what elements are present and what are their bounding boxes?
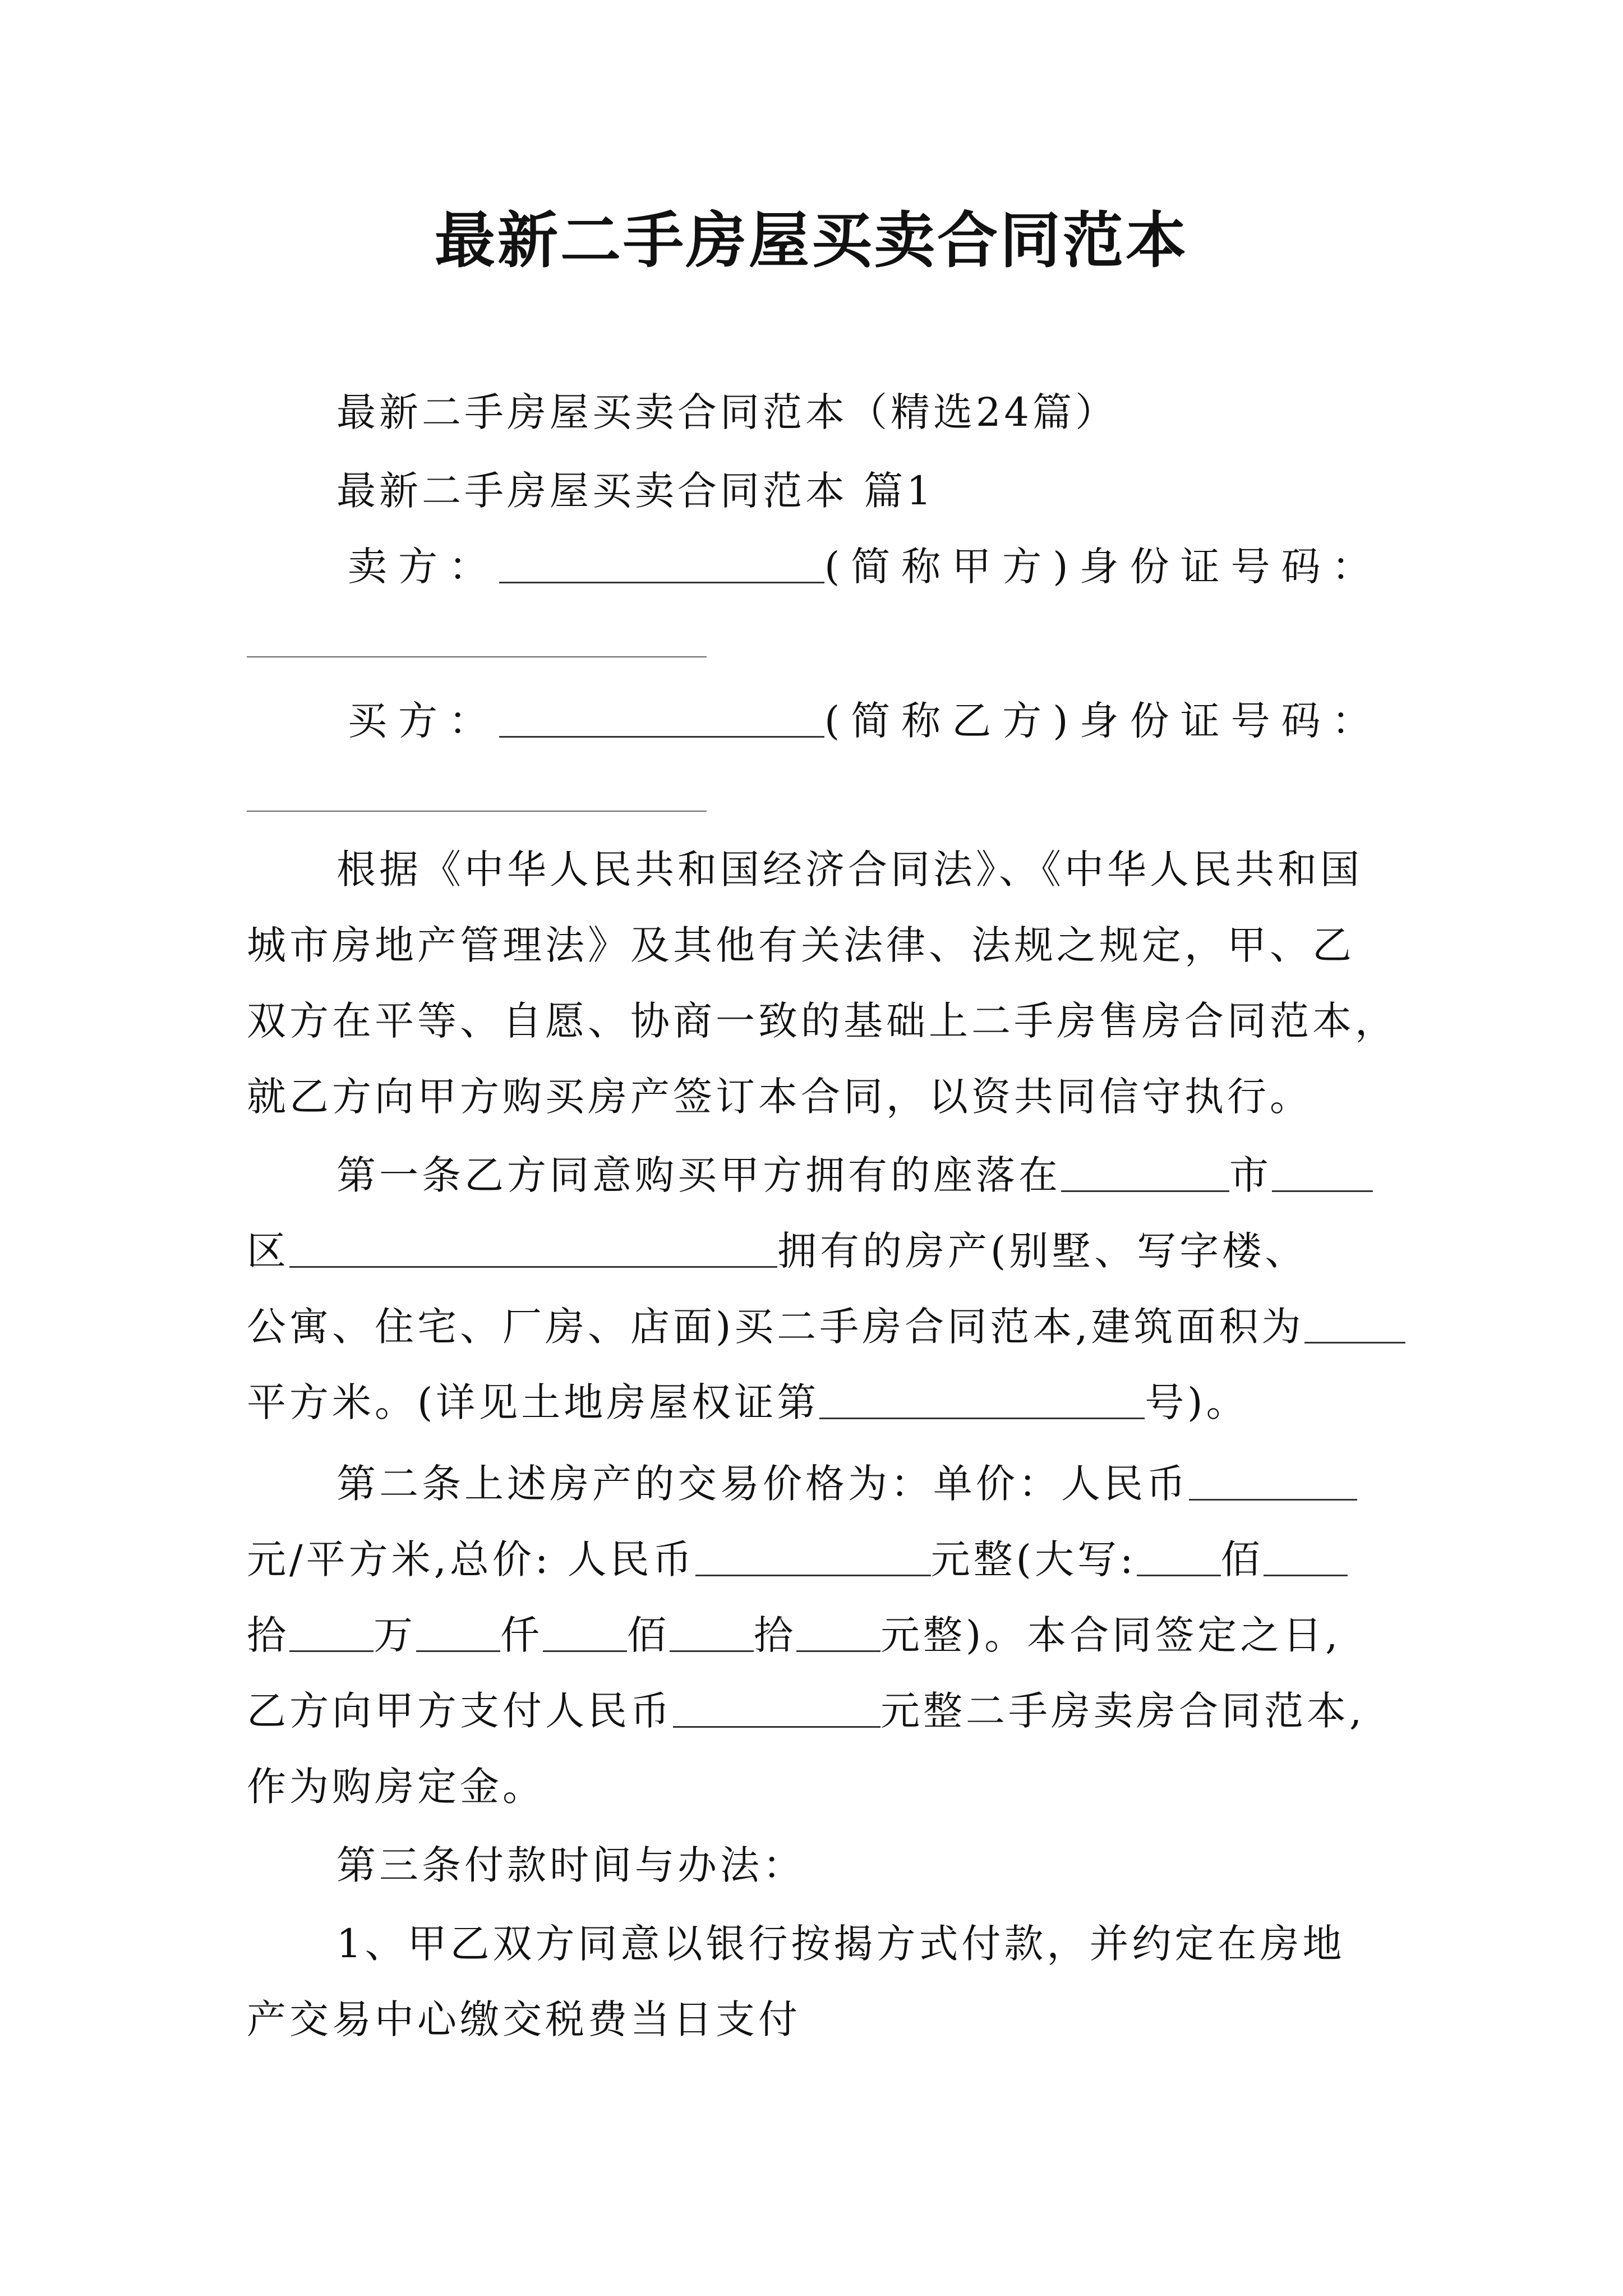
- amount-blank: [1264, 1535, 1348, 1576]
- text: 佰: [1220, 1536, 1264, 1582]
- amount-blank: [1137, 1535, 1221, 1576]
- amount-blank: [543, 1611, 627, 1652]
- address-blank: [289, 1227, 777, 1268]
- unit-price-blank: [1189, 1460, 1357, 1501]
- article3-line: 产交易中心缴交税费当日支付: [247, 1996, 801, 2042]
- text: 元整二手房卖房合同范本,: [880, 1688, 1366, 1734]
- text: 元整(大写:: [930, 1536, 1137, 1582]
- article1-line: [247, 1296, 1405, 1358]
- text: 乙方向甲方支付人民币: [247, 1688, 673, 1734]
- text: 第一条乙方同意购买甲方拥有的座落在: [336, 1152, 1061, 1198]
- certificate-no-blank: [819, 1378, 1145, 1419]
- amount-blank: [796, 1611, 880, 1652]
- article2-line: [336, 1453, 1357, 1515]
- seller-line: [348, 536, 1382, 597]
- subtitle: 最新二手房屋买卖合同范本（精选24篇）: [336, 389, 1118, 435]
- intro-line: 就乙方向甲方购买房产签订本合同，以资共同信守执行。: [247, 1074, 1312, 1120]
- intro-line: 双方在平等、自愿、协商一致的基础上二手房售房合同范本，: [247, 998, 1398, 1044]
- buyer-label: 买方：: [348, 698, 499, 744]
- amount-blank: [416, 1611, 500, 1652]
- text: 市: [1229, 1152, 1272, 1198]
- document-title: 最新二手房屋买卖合同范本: [434, 206, 1188, 276]
- text: 第二条上述房产的交易价格为：单价：人民币: [336, 1461, 1189, 1507]
- seller-label: 卖方：: [348, 544, 499, 590]
- article2-line: 作为购房定金。: [247, 1764, 545, 1810]
- buyer-line: [348, 690, 1382, 752]
- district-blank: [1272, 1151, 1373, 1192]
- seller-id-rule: [247, 656, 707, 657]
- article1-line: [336, 1144, 1373, 1206]
- article3-title: 第三条付款时间与办法：: [336, 1842, 805, 1888]
- intro-line: 根据《中华人民共和国经济合同法》、《中华人民共和国: [336, 846, 1363, 892]
- article3-line: 1、甲乙双方同意以银行按揭方式付款，并约定在房地: [336, 1921, 1345, 1967]
- text: 拥有的房产(别墅、写字楼、: [777, 1228, 1308, 1274]
- area-blank: [1304, 1303, 1405, 1343]
- intro-line: 城市房地产管理法》及其他有关法律、法规之规定，甲、乙: [247, 922, 1355, 968]
- seller-suffix: (简称甲方)身份证号码：: [824, 544, 1382, 590]
- article2-line: [247, 1680, 1365, 1742]
- buyer-id-rule: [247, 811, 707, 812]
- text: 仟: [500, 1612, 543, 1658]
- text: 号)。: [1145, 1379, 1249, 1425]
- article2-line: [247, 1529, 1348, 1590]
- buyer-name-blank: [499, 697, 824, 738]
- article1-line: [247, 1220, 1307, 1282]
- text: 平方米。(详见土地房屋权证第: [247, 1379, 820, 1425]
- section-heading: 最新二手房屋买卖合同范本 篇1: [336, 468, 935, 514]
- text: 万: [374, 1612, 416, 1658]
- total-price-blank: [695, 1535, 931, 1576]
- text: 拾: [754, 1612, 796, 1658]
- amount-blank: [670, 1611, 754, 1652]
- seller-name-blank: [499, 542, 824, 583]
- buyer-suffix: (简称乙方)身份证号码：: [824, 698, 1382, 744]
- article2-line: [247, 1604, 1341, 1666]
- text: 元整)。本合同签定之日,: [880, 1612, 1341, 1658]
- article1-line: [247, 1372, 1249, 1433]
- text: 区: [247, 1228, 289, 1274]
- text: 公寓、住宅、厂房、店面)买二手房合同范本,建筑面积为: [247, 1304, 1304, 1350]
- text: 元/平方米,总价: 人民币: [247, 1536, 695, 1582]
- amount-blank: [289, 1611, 374, 1652]
- city-blank: [1061, 1151, 1229, 1192]
- text: 佰: [627, 1612, 670, 1658]
- deposit-blank: [673, 1687, 880, 1728]
- text: 拾: [247, 1612, 289, 1658]
